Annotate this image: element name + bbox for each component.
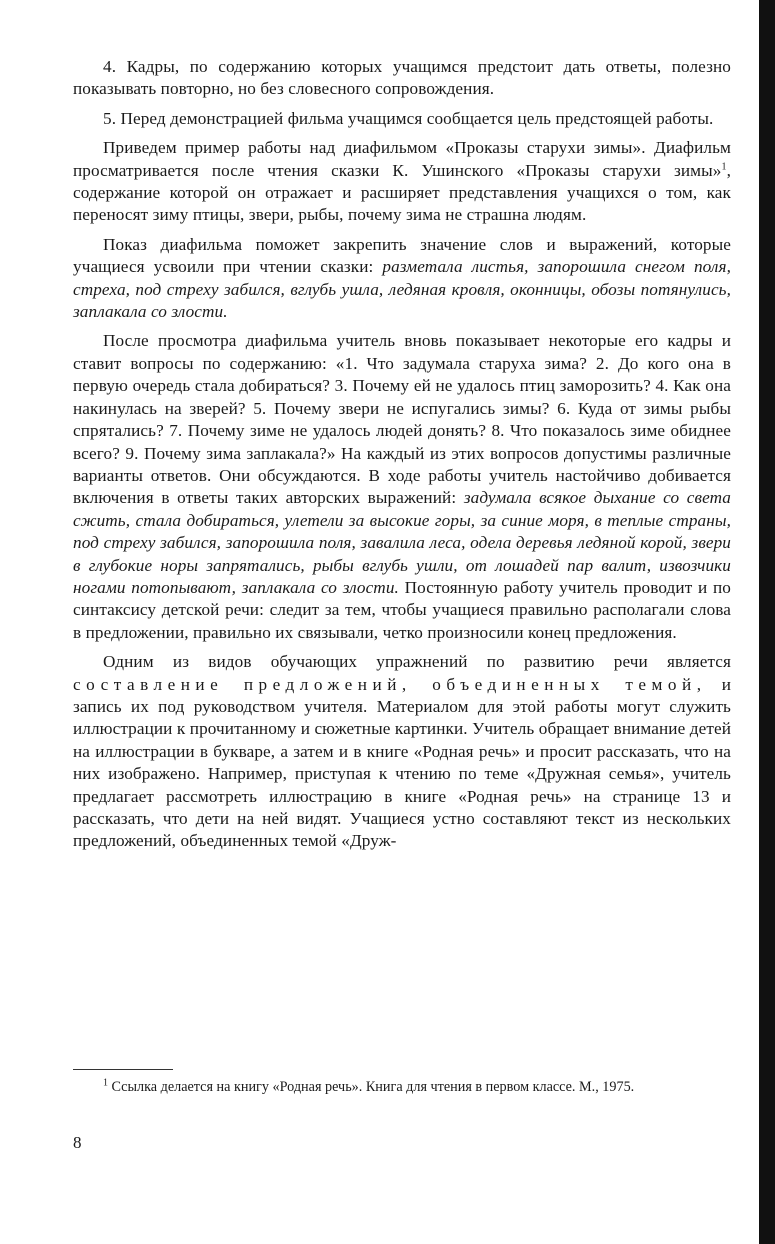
page-number: 8 <box>73 1133 82 1152</box>
paragraph-3-text-b: , содержание которой он отражает и расширяет представления учащихся о том, как переносят зиму птицы, звери, рыбы, почему зима не страшна людям. <box>73 160 731 225</box>
paragraph-3 <box>73 137 731 227</box>
footnote-mark: 1 <box>103 1077 108 1089</box>
page-body <box>73 56 731 853</box>
paragraph-4-text: Показ диафильма поможет закрепить значение слов и выражений, которые учащиеся усвоили при чтении сказки: <box>73 234 731 277</box>
footnote-divider <box>73 1069 173 1070</box>
paragraph-6-text-a: Одним из видов обучающих упражнений по развитию речи является <box>103 652 731 672</box>
paragraph-4 <box>73 234 731 324</box>
paragraph-5 <box>73 330 731 644</box>
paragraph-5-text-b: Постоянную работу учитель проводит и по синтаксису детской речи: следит за тем, чтобы учащиеся правильно располагали слова в предложении, правильно их связывали, четко произносили конец предложения. <box>73 577 731 642</box>
paragraph-3-text-a: Приведем пример работы над диафильмом «Проказы старухи зимы». Диафильм просматривается после чтения сказки К. Ушинского «Проказы старухи зимы» <box>73 138 731 180</box>
paragraph-6 <box>73 651 731 853</box>
binding-edge <box>759 0 775 1244</box>
paragraph-5-italic: задумала всякое дыхание со света сжить, стала добираться, улетели за высокие горы, за синие моря, в теплые страны, под стреху забился, запорошила поля, завалила леса, одела деревья ледяной корой, звери в глубокие норы запрятались, рыбы вглубь ушли, от лошадей пар валит, извозчики ногами потопывают, заплакала со злости. <box>73 488 731 597</box>
paragraph-1 <box>73 56 731 101</box>
paragraph-2-text: 5. Перед демонстрацией фильма учащимся сообщается цель предстоящей работы. <box>103 108 714 128</box>
footnote-reference: 1 <box>721 160 727 172</box>
paragraph-6-spaced: составление предложений, объединенных темой, <box>73 674 707 694</box>
paragraph-1-text: 4. Кадры, по содержанию которых учащимся предстоит дать ответы, полезно показывать повторно, но без словесного сопровождения. <box>73 57 731 99</box>
paragraph-4-italic: разметала листья, запорошила снегом поля, стреха, под стреху забился, вглубь ушла, ледяная кровля, оконницы, обозы потянулись, заплакала со злости. <box>73 257 732 322</box>
footnote <box>73 1078 731 1096</box>
footnote-text: Ссылка делается на книгу «Родная речь». Книга для чтения в первом классе. М., 1975. <box>108 1079 635 1095</box>
paragraph-2 <box>73 108 731 130</box>
paragraph-5-text-a: После просмотра диафильма учитель вновь показывает некоторые его кадры и ставит вопросы по содержанию: «1. Что задумала старуха зима? 2. До кого она в первую очередь стала добираться? 3. Почему ей не удалось птиц заморозить? 4. Как она накинулась на зверей? 5. Почему звери не испугались зимы? 6. Куда от зимы рыбы спрятались? 7. Почему зиме не удалось людей донять? 8. Что показалось зиме обиднее всего? 9. Почему зима заплакала?» На каждый из этих вопросов допустимы различные варианты ответов. Они обсуждаются. В ходе работы учитель настойчиво добивается включения в ответы таких авторских выражений: <box>73 331 731 508</box>
paragraph-6-text-b: и запись их под руководством учителя. Материалом для этой работы могут служить иллюстрации к прочитанному и сюжетные картинки. Учитель обращает внимание детей на иллюстрации в букваре, а затем и в книге «Родная речь» и просит рассказать, что на них изображено. Например, приступая к чтению по теме «Дружная семья», учитель предлагает рассмотреть иллюстрацию в книге «Родная речь» на странице 13 и рассказать, что дети на ней видят. Учащиеся устно составляют текст из нескольких предложений, объединенных темой «Друж- <box>73 674 731 851</box>
